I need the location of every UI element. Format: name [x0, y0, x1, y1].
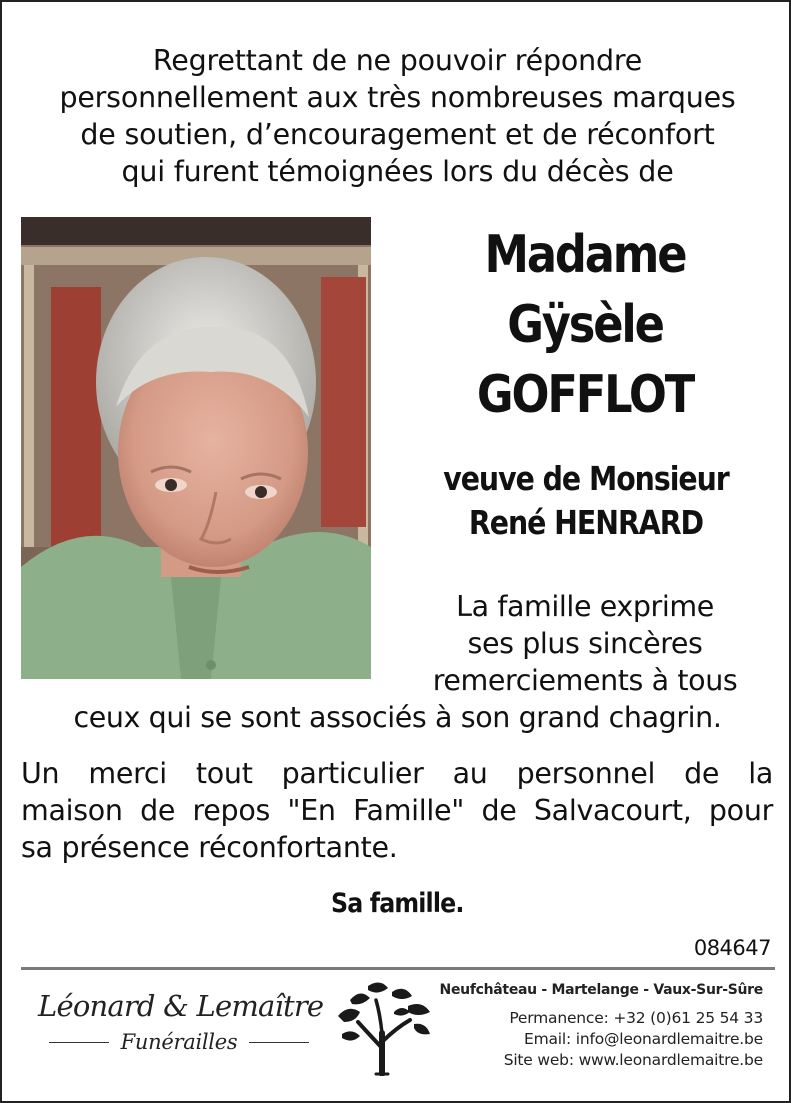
deceased-name	[428, 220, 743, 430]
thanks-last-line: ceux qui se sont associés à son grand chagrin.	[73, 701, 722, 734]
special-thanks-line: Un merci tout particulier au personnel de la	[21, 757, 773, 790]
funeral-home-name: Léonard & Lemaître	[38, 989, 324, 1023]
name-last: GOFFLOT	[476, 365, 694, 425]
funeral-home-contact	[423, 980, 763, 1071]
signature-text: Sa famille.	[331, 888, 464, 919]
reference-number: 084647	[693, 936, 771, 960]
subtitle-rule	[49, 1042, 109, 1043]
family-thanks	[402, 588, 768, 699]
intro-line: personnellement aux très nombreuses marques	[59, 81, 736, 114]
special-thanks-line: maison de repos "En Famille" de Salvacourt, pour	[21, 794, 773, 827]
intro-line: Regrettant de ne pouvoir répondre	[152, 44, 643, 77]
widow-of	[415, 457, 757, 545]
widow-line: René HENRARD	[468, 503, 704, 542]
locations: Neufchâteau - Martelange - Vaux-Sur-Sûre	[439, 982, 763, 998]
subtitle-rule	[249, 1042, 309, 1043]
funeral-home-subtitle: Funérailles	[120, 1030, 238, 1054]
intro-line: de soutien, d’encouragement et de réconfort	[80, 118, 715, 151]
funeral-home-subtitle-row	[38, 1027, 320, 1057]
thanks-line: remerciements à tous	[432, 664, 738, 697]
thanks-line: ses plus sincères	[467, 627, 703, 660]
special-thanks	[21, 755, 773, 866]
name-first: Gÿsèle	[507, 295, 663, 355]
signature	[2, 885, 791, 922]
intro-line: qui furent témoignées lors du décès de	[121, 155, 674, 188]
special-thanks-line: sa présence réconfortante.	[21, 831, 398, 864]
website: Site web: www.leonardlemaitre.be	[503, 1051, 763, 1069]
name-title: Madame	[484, 225, 686, 285]
intro-text	[2, 42, 791, 190]
phone: Permanence: +32 (0)61 25 54 33	[509, 1009, 763, 1027]
portrait-photo	[21, 217, 371, 679]
thanks-line: La famille exprime	[456, 590, 714, 623]
divider	[21, 967, 775, 970]
funeral-home-logo	[38, 987, 324, 1057]
widow-line: veuve de Monsieur	[443, 459, 729, 498]
email: Email: info@leonardlemaitre.be	[523, 1030, 763, 1048]
